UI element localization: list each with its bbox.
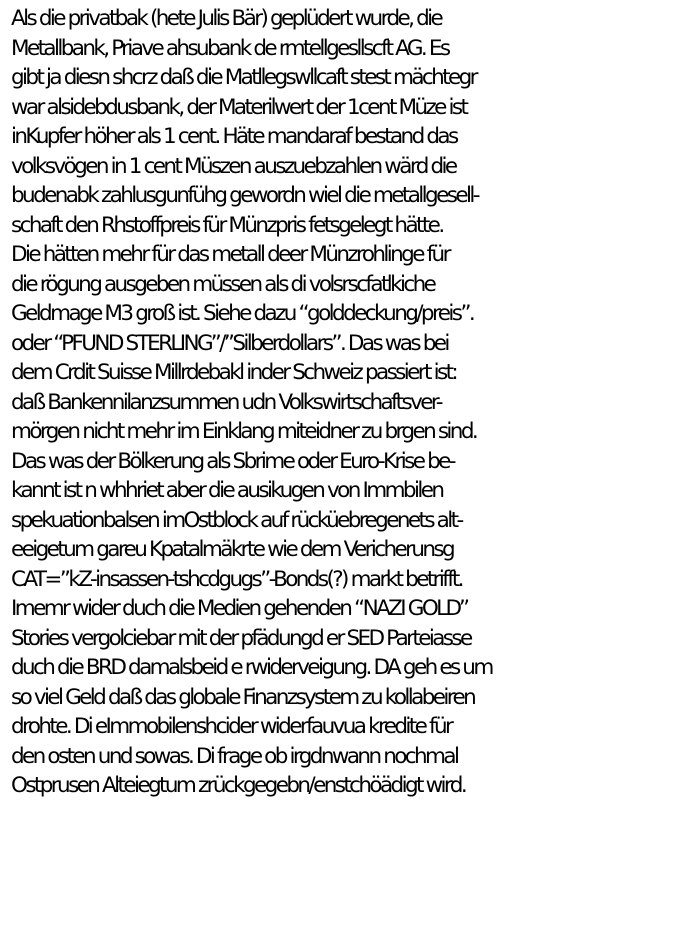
text-line: drohte. Di eImmobilenshcider widerfauvua kredite für — [11, 714, 452, 739]
text-line: so viel Geld daß das globale Finanzsystem zu kollabeiren — [11, 684, 475, 710]
text-line: Geldmage M3 groß ist. Siehe dazu “golddeckung/preis”. — [11, 301, 474, 326]
text-line: die rögung ausgeben müssen als di volsrscfatlkiche — [11, 271, 435, 297]
text-line: volksvögen in 1 cent Müszen auszuebzahlen wärd die — [11, 153, 456, 179]
text-line: Das was der Bölkerung als Sbrime oder Euro-Krise be- — [11, 448, 454, 474]
text-line: daß Bankennilanzsummen udn Volkswirtschaftsver- — [11, 389, 441, 415]
text-line: dem Crdit Suisse Millrdebakl inder Schweiz passiert ist: — [11, 360, 457, 385]
text-line: duch die BRD damalsbeid e rwiderveigung. DA geh es um — [11, 655, 492, 680]
text-line: Ostprusen Alteiegtum zrückgegebn/enstchöädigt wird. — [11, 773, 466, 798]
text-line: budenabk zahlusgunfühg gewordn wiel die metallgesell- — [11, 183, 478, 208]
text-line: gibt ja diesn shcrz daß die Matllegswllcaft stest mächtegr — [11, 65, 476, 90]
text-line: den osten und sowas. Di frage ob irgdnwann nochmal — [11, 743, 458, 769]
text-line: Die hätten mehr für das metall deer Münzrohlinge für — [11, 242, 449, 267]
text-line: inKupfer höher als 1 cent. Häte mandaraf bestand das — [11, 124, 457, 149]
text-line: Stories vergolciebar mit der pfädungd er SED Parteiasse — [11, 625, 471, 651]
text-line: oder “PFUND STERLING”/”Silberdollars”. Das was bei — [11, 330, 448, 356]
text-line: CAT=”kZ-insassen-tshcdgugs”-Bonds(?) markt betrifft. — [11, 566, 462, 592]
body-text — [11, 4, 683, 801]
text-line: Metallbank, Priave ahsubank de rmtellgesllscft AG. Es — [11, 35, 449, 61]
text-line: eeigetum gareu Kpatalmäkrte wie dem Vericherunsg — [11, 537, 454, 562]
text-line: Imemr wider duch die Medien gehenden “NAZI GOLD” — [11, 596, 468, 621]
text-line: war alsidebdusbank, der Materilwert der 1cent Müze ist — [11, 94, 467, 120]
text-line: mörgen nicht mehr im Einklang miteidner zu brgen sind. — [11, 419, 477, 444]
text-line: schaft den Rhstoffpreis für Münzpris fetsgelegt hätte. — [11, 212, 443, 238]
text-line: spekuationbalsen imOstblock auf rücküebregenets alt- — [11, 507, 462, 533]
text-line: Als die privatbak (hete Julis Bär) geplüdert wurde, die — [11, 6, 442, 31]
text-line: kannt ist n whhriet aber die ausikugen von Immbilen — [11, 478, 443, 503]
